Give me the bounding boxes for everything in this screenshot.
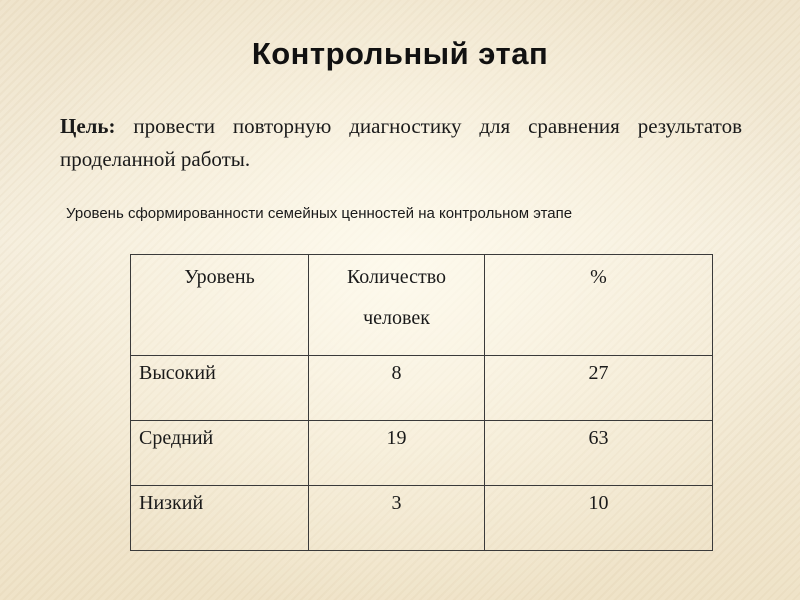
table-header-row: [131, 255, 713, 356]
goal-text: провести повторную диагностику для сравнения результатов проделанной работы.: [60, 114, 742, 171]
row-level: Низкий: [131, 486, 309, 551]
header-count-line1: Количество: [346, 266, 447, 288]
table-caption: Уровень сформированности семейных ценностей на контрольном этапе: [66, 205, 573, 222]
header-level: Уровень: [131, 255, 309, 356]
slide-title: Контрольный этап: [251, 36, 549, 71]
results-table: [130, 254, 713, 551]
row-count: 8: [309, 356, 485, 421]
header-count: [309, 255, 485, 356]
row-percent: 63: [485, 421, 713, 486]
table-row: [131, 356, 713, 421]
row-percent: 10: [485, 486, 713, 551]
goal-paragraph: [60, 110, 742, 176]
row-count: 3: [309, 486, 485, 551]
header-count-line2: человек: [363, 307, 430, 329]
row-level: Высокий: [131, 356, 309, 421]
goal-label: Цель:: [60, 114, 116, 138]
table-row: [131, 486, 713, 551]
header-percent: %: [485, 255, 713, 356]
row-level: Средний: [131, 421, 309, 486]
table-row: [131, 421, 713, 486]
row-count: 19: [309, 421, 485, 486]
row-percent: 27: [485, 356, 713, 421]
